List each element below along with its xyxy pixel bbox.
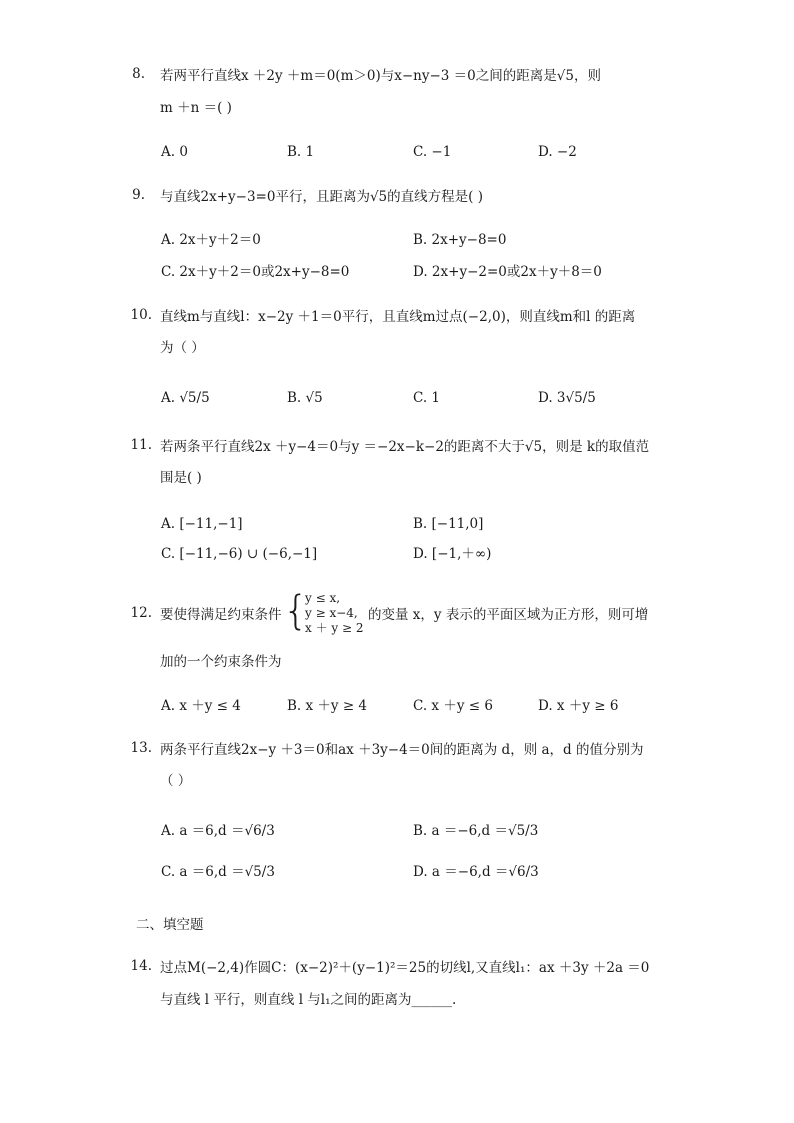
option-d: D. [−1,＋∞) [413, 546, 492, 562]
option-a: A. √5/5 [161, 390, 210, 406]
option-d: D. 2x+y−2=0或2x＋y＋8＝0 [413, 264, 602, 280]
option-b: B. 2x+y−8=0 [413, 232, 507, 248]
question-text: 若两平行直线x ＋2y ＋m＝0(m＞0)与x−ny−3 ＝0之间的距离是√5，则 [160, 68, 601, 84]
question-text-cont: m ＋n ＝( ) [160, 100, 232, 116]
option-b: B. a ＝−6,d ＝√5/3 [413, 823, 539, 839]
option-b: B. [−11,0] [413, 516, 484, 532]
option-a: A. a ＝6,d ＝√6/3 [161, 823, 275, 839]
question-text: 直线m与直线l：x−2y ＋1＝0平行，且直线m过点(−2,0)，则直线m和l 的距离 [160, 309, 636, 325]
question-text-after: 的变量 x，y 表示的平面区域为正方形，则可增 [368, 607, 649, 623]
question-text-cont: 围是( ) [160, 470, 202, 486]
constraint-2: y ≥ x−4, [305, 606, 358, 620]
section-heading: 二、填空题 [136, 917, 204, 933]
option-b: B. √5 [287, 390, 323, 406]
option-a: A. [−11,−1] [161, 516, 243, 532]
question-text: 若两条平行直线2x ＋y−4＝0与y ＝−2x−k−2的距离不大于√5，则是 k的取值范 [160, 439, 650, 455]
question-text-cont: 加的一个约束条件为 [160, 654, 282, 670]
question-number: 9. [132, 187, 145, 203]
option-a: A. x ＋y ≤ 4 [161, 698, 241, 714]
option-a: A. 0 [161, 144, 188, 160]
question-text: 与直线2x+y−3=0平行，且距离为√5的直线方程是( ) [160, 189, 483, 205]
option-b: B. x ＋y ≥ 4 [287, 698, 368, 714]
option-d: D. 3√5/5 [538, 390, 596, 406]
left-brace: { [283, 588, 309, 634]
option-d: D. a ＝−6,d ＝√6/3 [413, 864, 539, 880]
constraint-system [305, 591, 364, 636]
question-number: 12. [130, 605, 152, 621]
option-a: A. 2x＋y＋2＝0 [161, 232, 261, 248]
question-text: 两条平行直线2x−y ＋3＝0和ax ＋3y−4＝0间的距离为 d，则 a，d 的值分别为 [160, 742, 644, 758]
option-b: B. 1 [287, 144, 315, 160]
question-text-cont: 为（ ） [160, 340, 205, 356]
option-c: C. 2x＋y＋2＝0或2x+y−8=0 [161, 264, 350, 280]
question-text: 过点M(−2,4)作圆C：(x−2)²＋(y−1)²＝25的切线l,又直线l₁：ax ＋3y ＋2a ＝0 [160, 960, 650, 976]
question-number: 8. [132, 66, 145, 82]
option-c: C. 1 [413, 390, 441, 406]
option-c: C. x ＋y ≤ 6 [413, 698, 493, 714]
question-text-cont: （ ） [160, 773, 192, 789]
option-c: C. [−11,−6) ∪ (−6,−1] [161, 546, 318, 562]
question-text: 要使得满足约束条件 [160, 607, 282, 623]
constraint-3: x ＋ y ≥ 2 [305, 621, 364, 635]
question-number: 13. [130, 740, 152, 756]
option-c: C. a ＝6,d ＝√5/3 [161, 864, 275, 880]
question-number: 10. [130, 307, 152, 323]
question-number: 11. [130, 437, 152, 453]
question-number: 14. [130, 958, 152, 974]
option-c: C. −1 [413, 144, 452, 160]
constraint-1: y ≤ x, [305, 591, 341, 605]
question-text-cont: 与直线 l 平行，则直线 l 与l₁之间的距离为______. [160, 992, 457, 1008]
option-d: D. x ＋y ≥ 6 [538, 698, 619, 714]
option-d: D. −2 [538, 144, 577, 160]
